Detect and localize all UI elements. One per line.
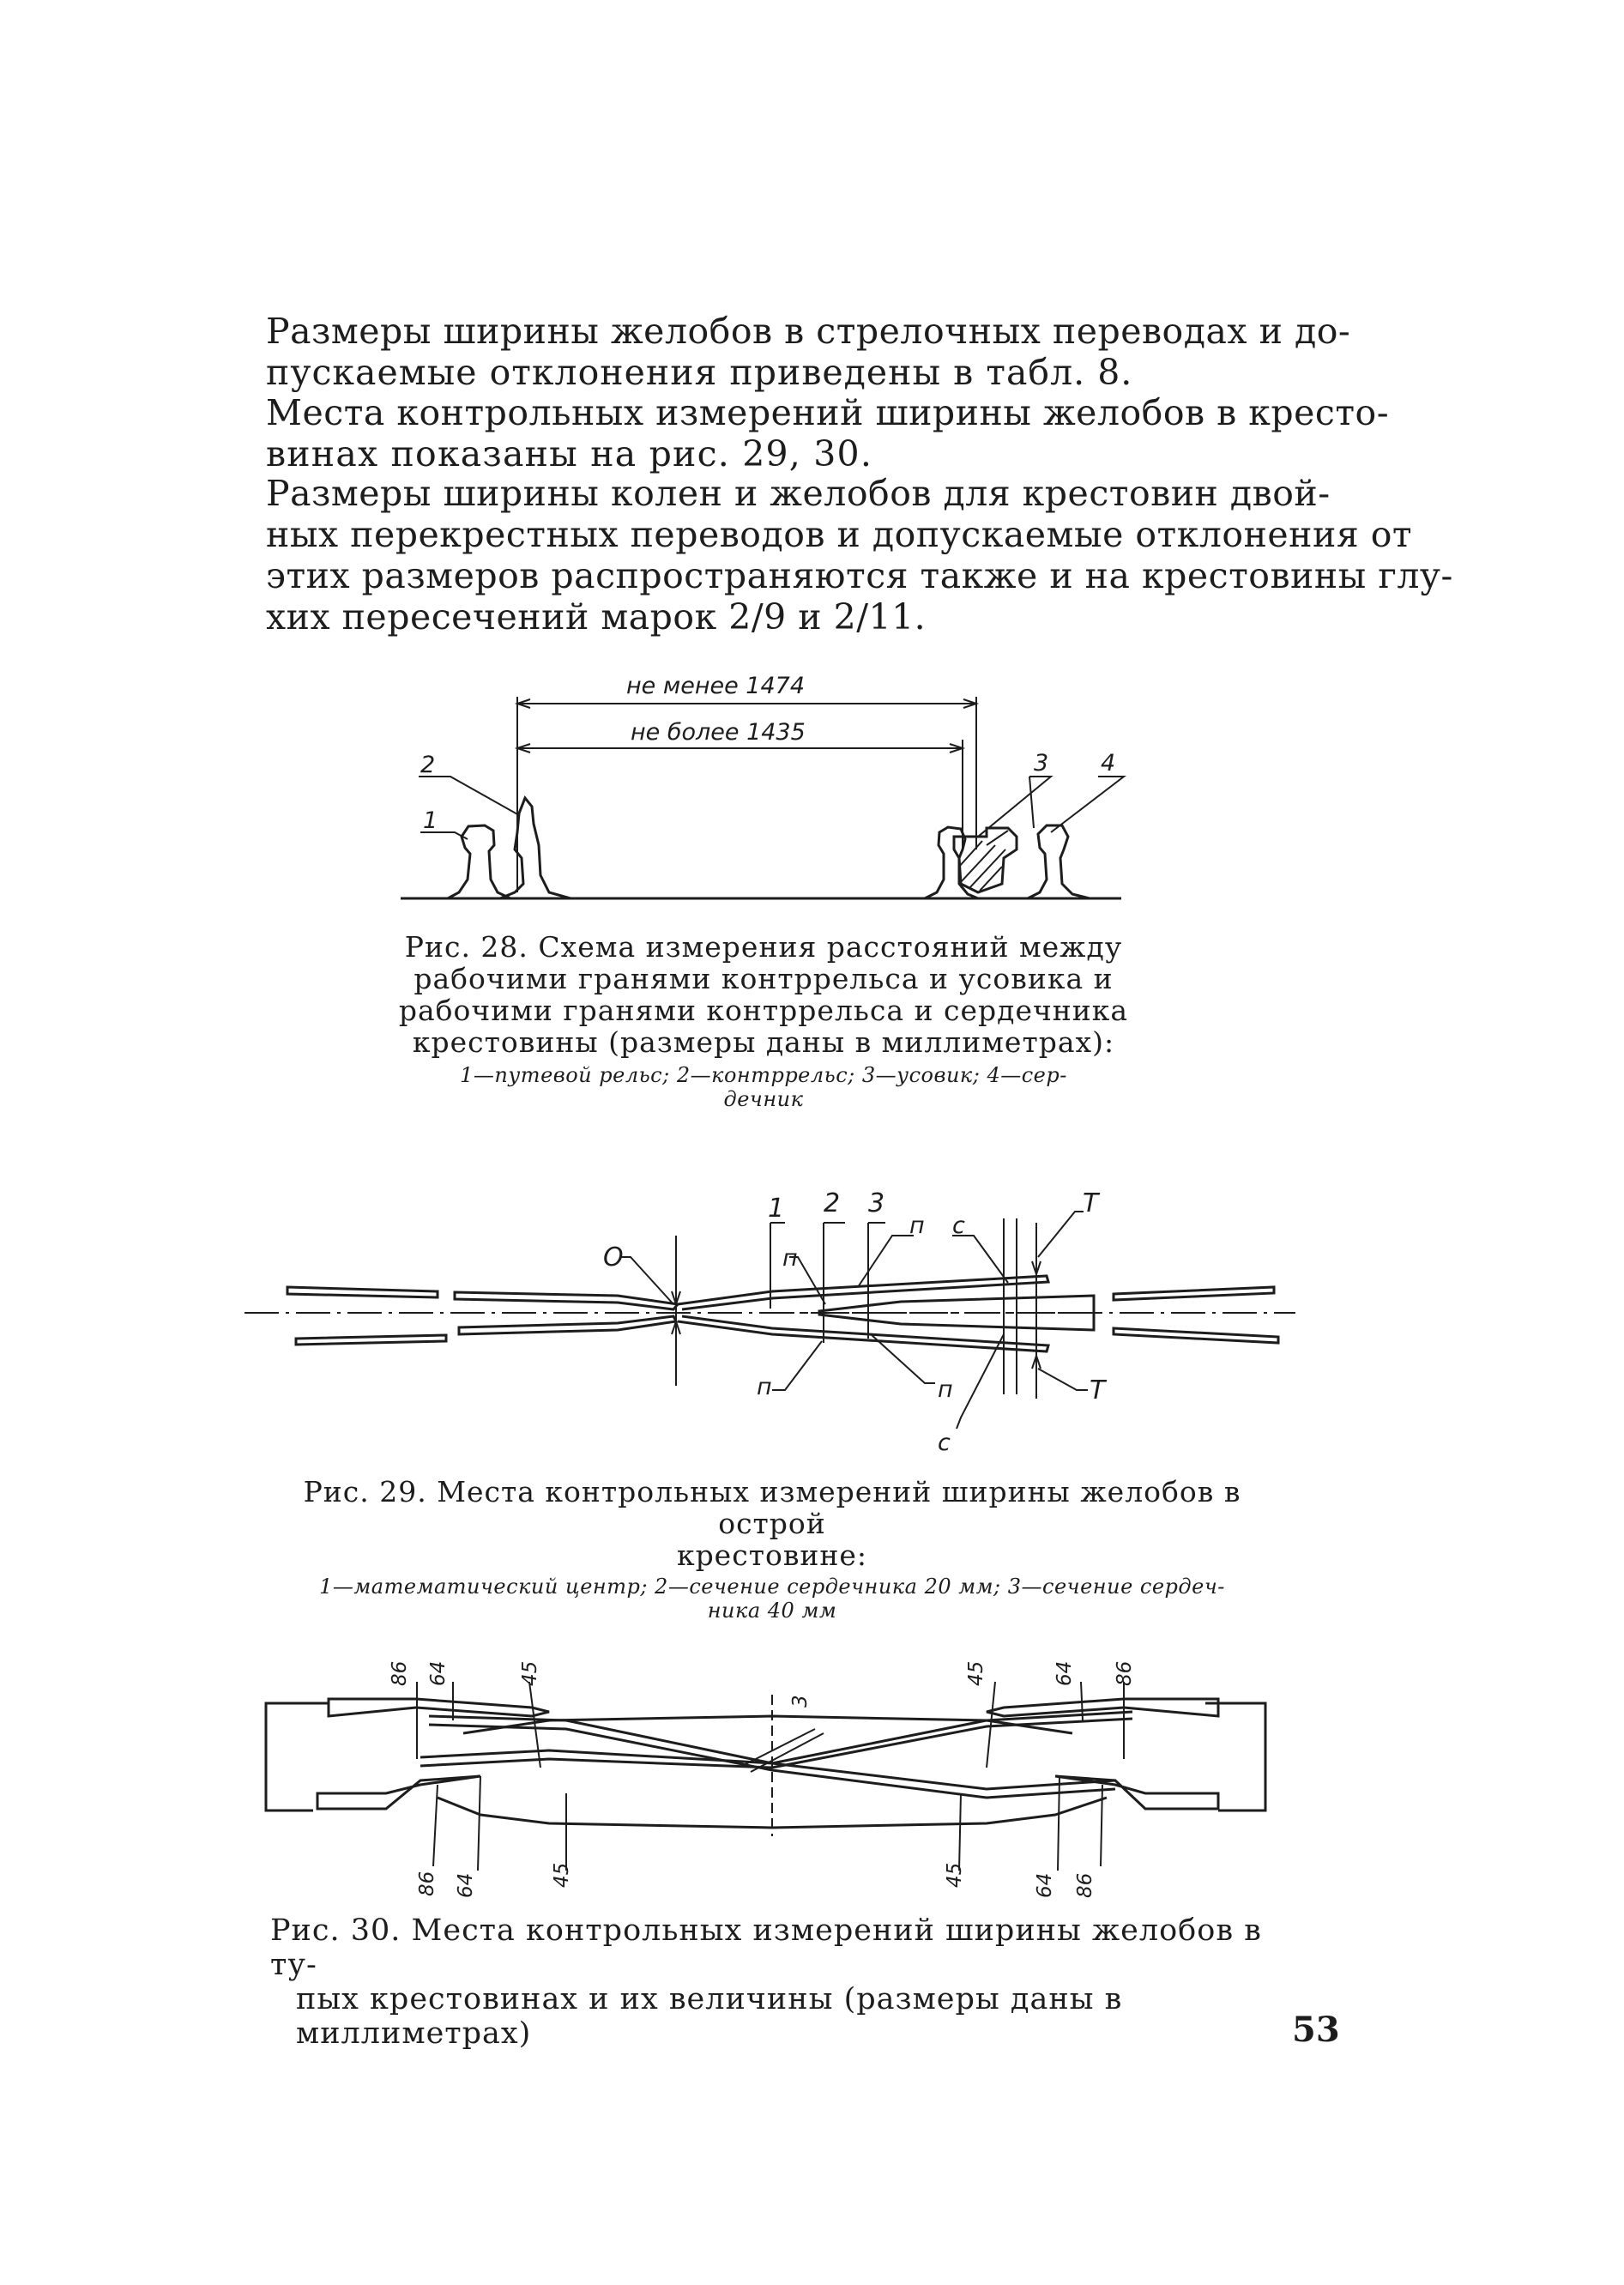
label-n-top: п <box>909 1212 925 1239</box>
caption-line: рабочими гранями контррельса и усовика и <box>414 962 1114 995</box>
text-line: Размеры ширины желобов в стрелочных переводах и до- <box>266 311 1351 352</box>
text-line: Размеры ширины колен и желобов для крестовин двой- <box>266 473 1331 514</box>
label-2: 2 <box>420 752 436 778</box>
dim-64-bottom-left: 64 <box>455 1872 477 1898</box>
text-line: винах показаны на рис. 29, 30. <box>266 433 873 475</box>
dim-3-center: 3 <box>789 1695 812 1708</box>
label-2: 2 <box>824 1188 841 1218</box>
dim-label-max: не более 1435 <box>631 719 806 746</box>
dim-86-top-left: 86 <box>389 1660 411 1686</box>
figure-29-caption <box>266 1476 1278 1623</box>
page-number: 53 <box>1292 2010 1340 2050</box>
caption-legend-line: ника 40 мм <box>707 1599 837 1623</box>
dim-label-min: не менее 1474 <box>626 673 805 699</box>
dim-86-bottom-left: 86 <box>416 1871 438 1896</box>
label-1: 1 <box>768 1194 785 1224</box>
text-line: этих размеров распространяются также и на крестовины глу- <box>266 555 1453 596</box>
caption-line: рабочими гранями контррельса и сердечника <box>398 994 1129 1027</box>
label-n-bottom-1: п <box>757 1374 772 1400</box>
caption-line: крестовине: <box>676 1538 868 1572</box>
caption-line: пых крестовинах и их величины (размеры даны в миллиметрах) <box>296 1982 1123 2051</box>
label-3: 3 <box>868 1188 885 1218</box>
caption-line: Рис. 28. Схема измерения расстояний между <box>404 930 1123 964</box>
paragraph-3 <box>266 473 1453 638</box>
text-line: пускаемые отклонения приведены в табл. 8. <box>266 352 1133 393</box>
label-c-top: с <box>952 1212 965 1239</box>
figure-28-diagram <box>0 661 1624 918</box>
label-t-bottom: Т <box>1090 1375 1106 1405</box>
caption-legend-line: 1—математический центр; 2—сечение сердечника 20 мм; 3—сечение сердеч- <box>319 1575 1225 1599</box>
label-3: 3 <box>1034 750 1049 777</box>
label-o: О <box>603 1242 624 1272</box>
label-c-bottom: с <box>938 1430 951 1456</box>
dim-45-top-right: 45 <box>965 1660 987 1686</box>
caption-line: Рис. 29. Места контрольных измерений ширины желобов в острой <box>303 1475 1241 1540</box>
label-n-left: п <box>782 1245 798 1272</box>
dim-64-top-left: 64 <box>427 1660 450 1686</box>
dim-45-bottom-left: 45 <box>551 1862 573 1888</box>
label-4: 4 <box>1101 750 1116 777</box>
figure-28-caption <box>369 931 1158 1111</box>
dim-64-top-right: 64 <box>1053 1660 1076 1686</box>
label-1: 1 <box>423 807 438 834</box>
paragraph-2 <box>266 392 1390 475</box>
figure-30-diagram <box>0 1647 1624 1905</box>
text-line: хих пересечений марок 2/9 и 2/11. <box>266 596 927 638</box>
dim-45-bottom-right: 45 <box>944 1862 966 1888</box>
dim-86-top-right: 86 <box>1114 1660 1136 1686</box>
dim-86-bottom-right: 86 <box>1074 1872 1096 1898</box>
text-line: Места контрольных измерений ширины желобов в кресто- <box>266 392 1390 433</box>
text-line: ных перекрестных переводов и допускаемые отклонения от <box>266 514 1413 555</box>
paragraph-1 <box>266 311 1351 393</box>
figure-30-caption <box>270 1913 1265 2051</box>
caption-legend-line: дечник <box>723 1087 804 1111</box>
caption-line: крестовины (размеры даны в миллиметрах): <box>412 1025 1115 1059</box>
caption-legend-line: 1—путевой рельс; 2—контррельс; 3—усовик; 4—сер- <box>460 1063 1067 1087</box>
label-t-top: Т <box>1083 1188 1099 1218</box>
dim-45-top-left: 45 <box>519 1660 541 1686</box>
figure-29-diagram <box>0 1184 1624 1476</box>
label-n-bottom-2: п <box>938 1376 953 1403</box>
caption-line: Рис. 30. Места контрольных измерений ширины желобов в ту- <box>270 1913 1262 1982</box>
dim-64-bottom-right: 64 <box>1034 1872 1056 1898</box>
